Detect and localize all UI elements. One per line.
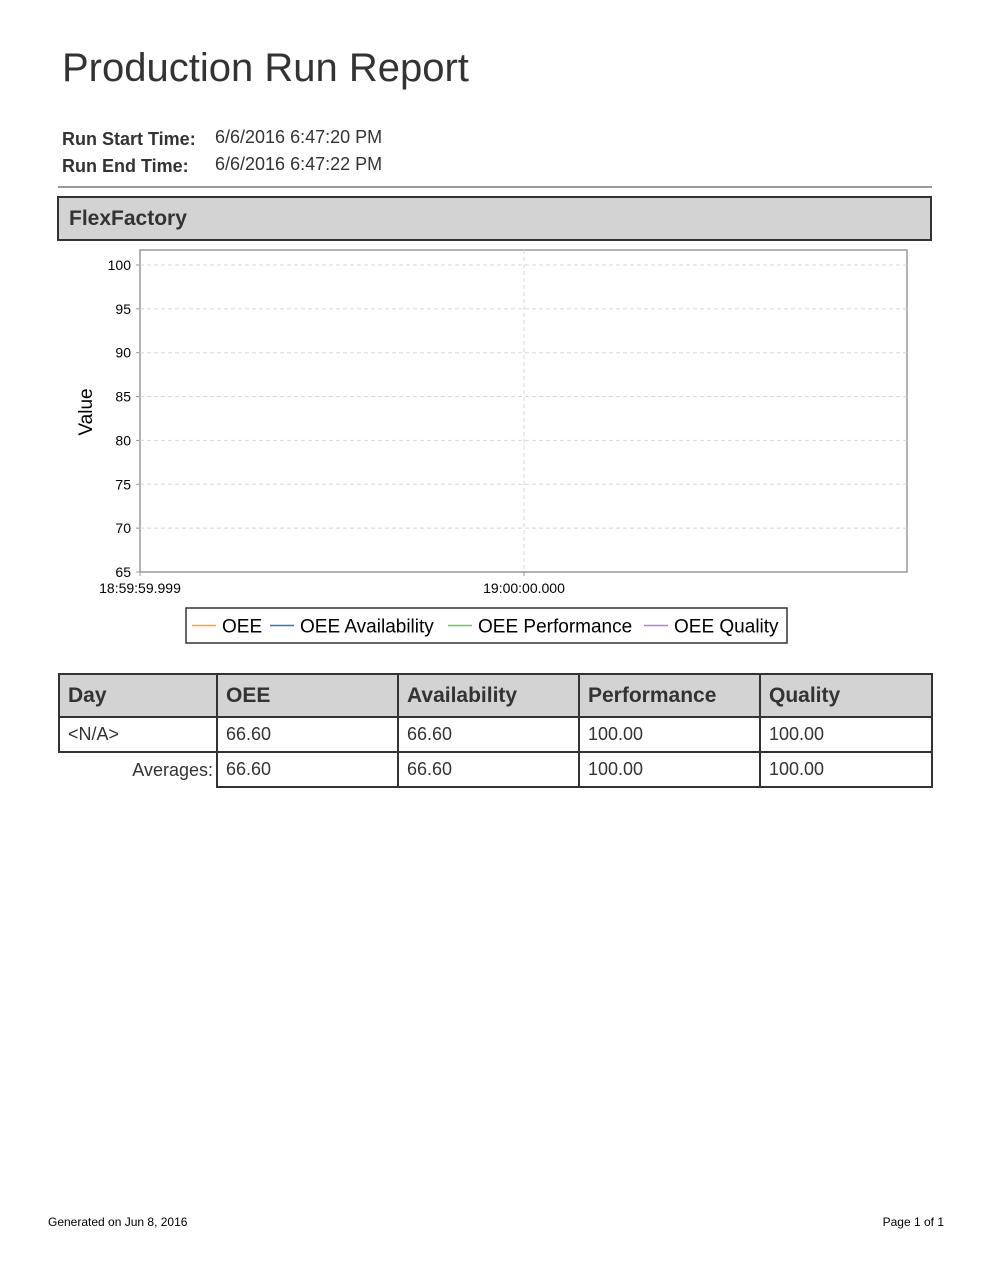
y-axis-label: Value (76, 388, 97, 436)
report-title: Production Run Report (62, 46, 469, 90)
avg-oee: 66.60 (217, 752, 398, 787)
chart-legend (186, 608, 787, 643)
legend-entry: OEE (222, 616, 263, 638)
averages-label: Averages: (132, 759, 213, 780)
run-start-value: 6/6/2016 6:47:20 PM (215, 127, 383, 147)
avg-availability: 66.60 (398, 752, 579, 787)
legend-entry: OEE Availability (300, 616, 434, 638)
run-end-value: 6/6/2016 6:47:22 PM (215, 154, 383, 174)
chart-grid (140, 250, 907, 572)
run-end-label: Run End Time: (62, 156, 189, 176)
generated-date: Generated on Jun 8, 2016 (48, 1215, 188, 1229)
y-axis-ticks (108, 257, 140, 580)
run-end-row (62, 153, 382, 180)
y-tick-label: 75 (115, 476, 131, 493)
table-header-row (59, 674, 932, 717)
y-tick-label: 80 (115, 432, 131, 449)
avg-quality: 100.00 (760, 752, 932, 787)
y-tick-label: 100 (107, 257, 131, 273)
run-start-label: Run Start Time: (62, 129, 196, 149)
column-header-quality: Quality (760, 674, 932, 717)
cell-day: <N/A> (59, 717, 217, 752)
y-tick-label: 65 (115, 564, 131, 580)
averages-row (59, 752, 932, 787)
legend-entry: OEE Quality (674, 616, 779, 638)
page-number: Page 1 of 1 (882, 1215, 944, 1229)
x-tick-label: 19:00:00.000 (483, 580, 565, 596)
column-header-day: Day (59, 674, 217, 717)
oee-line-chart (60, 245, 930, 650)
cell-oee: 66.60 (217, 717, 398, 752)
cell-performance: 100.00 (579, 717, 760, 752)
run-metadata (62, 126, 382, 180)
section-header (57, 196, 932, 241)
column-header-oee: OEE (217, 674, 398, 717)
legend-entry: OEE Performance (478, 616, 633, 638)
y-tick-label: 90 (115, 344, 131, 361)
section-title: FlexFactory (69, 207, 187, 230)
cell-availability: 66.60 (398, 717, 579, 752)
x-axis-ticks (99, 572, 565, 596)
y-tick-label: 85 (115, 388, 131, 405)
y-tick-label: 95 (115, 300, 131, 317)
run-start-row (62, 126, 382, 153)
y-tick-label: 70 (115, 520, 131, 537)
x-tick-label: 18:59:59.999 (99, 580, 181, 596)
table-row (59, 717, 932, 752)
oee-summary-table (58, 673, 933, 788)
cell-quality: 100.00 (760, 717, 932, 752)
avg-performance: 100.00 (579, 752, 760, 787)
column-header-performance: Performance (579, 674, 760, 717)
column-header-availability: Availability (398, 674, 579, 717)
header-divider (58, 186, 932, 188)
